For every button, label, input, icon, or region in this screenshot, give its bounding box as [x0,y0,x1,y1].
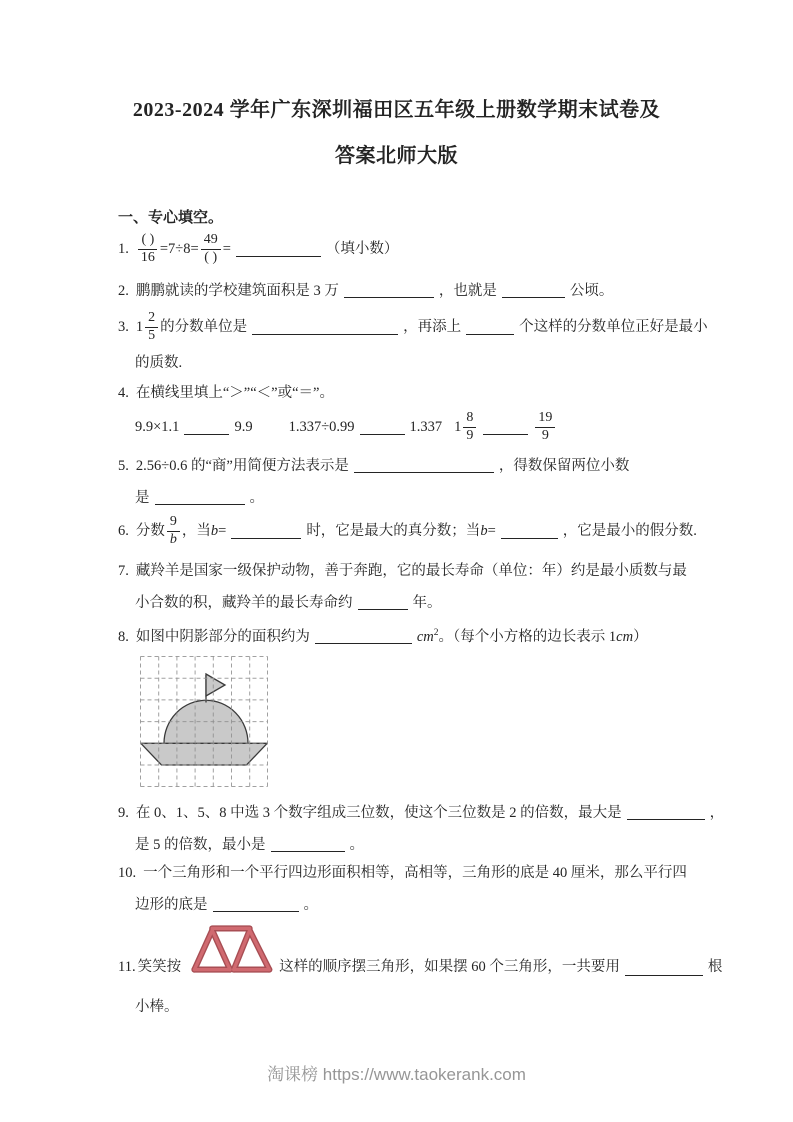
question-11-text-3: 根 [707,959,723,975]
question-10-text-3: 。 [303,897,318,913]
fraction-19-9: $\frac{19}{9}$ [535,410,555,443]
question-5-text-3: 是 [135,490,150,506]
variable-b: b [210,523,219,539]
question-2-text-2: ，也就是 [438,283,497,299]
question-10-text-1: 一个三角形和一个平行四边形面积相等，高相等，三角形的底是 40 厘米，那么平行四 [143,865,687,881]
question-10-number: 10. [118,865,137,881]
variable-b: b [480,523,488,539]
answer-blank [184,433,229,435]
answer-blank [360,433,405,435]
question-2-number: 2. [118,283,129,299]
equals-sign: = [218,523,227,539]
mixed-number-1-8-9: 1 $\frac{8}{9}$ [454,410,478,443]
page-title-line1: 2023-2024 学年广东深圳福田区五年级上册数学期末试卷及 [132,99,661,121]
question-3-number: 3. [118,319,129,335]
equals-sign: = [222,241,231,257]
matchstick-figure [184,920,276,978]
fraction-9-over-b: $\frac{9}{b}$ [167,514,180,547]
dashed-grid-lines [141,657,268,787]
question-11 [118,916,722,978]
grid-figure [140,656,268,792]
question-1 [118,226,398,272]
answer-blank [344,282,434,298]
question-8 [118,622,648,648]
question-11-continuation: 小棒。 [135,999,179,1015]
answer-blank [358,594,408,610]
shaded-shape-on-grid [140,656,268,787]
question-3-text-1: 的分数单位是 [160,319,248,335]
answer-blank [501,537,558,539]
question-10-continuation [135,894,318,916]
question-6-text-3: 时，它是最大的真分数；当 [306,523,481,539]
question-5 [118,455,629,477]
question-2 [118,280,613,302]
question-5-text-4: 。 [249,490,264,506]
compare-item-2-right: 1.337 [409,419,443,435]
question-5-text-2: ，得数保留两位小数 [498,458,630,474]
fraction-blank-over-16: $\frac{( )}{16}$ [138,232,158,265]
answer-blank [213,896,299,912]
mixed-number-1-2-5: 1 $\frac{2}{5}$ [136,310,160,343]
question-6 [118,508,697,554]
question-2-text-3: 公顷。 [569,283,614,299]
question-8-text-1: 如图中阴影部分的面积约为 [135,629,310,645]
unit-cm: cm [616,629,634,645]
answer-blank [252,333,398,335]
section-heading: 一、专心填空。 [118,210,224,226]
boat-trapezoid-shape [141,743,267,765]
question-6-number: 6. [118,523,129,539]
question-9-number: 9. [118,805,129,821]
answer-blank [315,628,412,644]
fraction-49-over-blank: $\frac{49}{( )}$ [201,232,221,265]
answer-blank [483,433,528,435]
superscript-2: 2 [433,628,439,638]
question-4-number: 4. [118,385,129,401]
question-6-text-2: ，当 [181,523,211,539]
compare-item-1-right: 9.9 [234,419,253,435]
question-10-text-2: 边形的底是 [135,897,208,913]
question-3 [118,304,708,350]
answer-blank [502,282,565,298]
question-1-hint: （填小数） [325,241,399,257]
question-3-text-2: ，再添上 [403,319,462,335]
question-9 [118,802,724,824]
answer-blank [236,255,321,257]
question-9-text-2: 是 5 的倍数，最小是 [135,837,266,853]
question-9-comma: ， [709,805,725,821]
equation-middle: =7÷8= [159,241,199,257]
question-9-continuation [135,834,364,856]
question-6-text-4: ，它是最小的假分数. [562,523,697,539]
question-7-text-2: 小合数的积，藏羚羊的最长寿命约 [135,595,353,611]
question-7-text-3: 年。 [412,595,442,611]
compare-item-1-left: 9.9×1.1 [135,419,180,435]
question-4-comparisons [135,404,557,450]
question-5-number: 5. [118,458,129,474]
answer-blank [271,836,345,852]
answer-blank [627,804,705,820]
question-11-text-1: 笑笑按 [137,959,182,975]
flag-pennant [206,674,225,696]
answer-blank [354,457,494,473]
answer-blank [155,489,245,505]
question-8-number: 8. [118,629,129,645]
question-6-text-1: 分数 [135,523,165,539]
question-5-continuation [135,487,264,509]
answer-blank [231,537,301,539]
equals-sign: = [487,523,496,539]
footer-watermark: 淘课榜 https://www.taokerank.com [267,1065,526,1084]
question-4 [118,382,334,404]
unit-cm: cm [416,629,434,645]
question-7-text-1: 藏羚羊是国家一级保护动物，善于奔跑，它的最长寿命（单位：年）约是最小质数与最 [135,563,687,579]
question-4-text: 在横线里填上“＞”“＜”或“＝”。 [135,385,334,401]
question-7-number: 7. [118,563,129,579]
question-7-continuation [135,592,442,614]
question-3-text-3: 个这样的分数单位正好是最小 [519,319,708,335]
question-2-text-1: 鹏鹏就读的学校建筑面积是 3 万 [135,283,339,299]
question-8-text-2: 。（每个小方格的边长表示 1 [438,629,617,645]
question-1-number: 1. [118,241,129,257]
question-9-text-1: 在 0、1、5、8 中选 3 个数字组成三位数，使这个三位数是 2 的倍数，最大是 [135,805,622,821]
compare-item-2-left: 1.337÷0.99 [288,419,355,435]
question-5-text-1: 2.56÷0.6 的“商”用简便方法表示是 [135,458,349,474]
question-11-text-2: 这样的顺序摆三角形，如果摆 60 个三角形，一共要用 [279,959,620,975]
page-title-line2: 答案北师大版 [335,145,458,167]
question-3-continuation: 的质数. [135,355,183,371]
question-10 [118,862,687,884]
answer-blank [466,333,514,335]
question-11-number: 11. [118,959,136,975]
question-9-text-3: 。 [349,837,364,853]
question-7 [118,560,687,582]
question-8-text-3: ） [633,629,648,645]
answer-blank [625,960,703,976]
